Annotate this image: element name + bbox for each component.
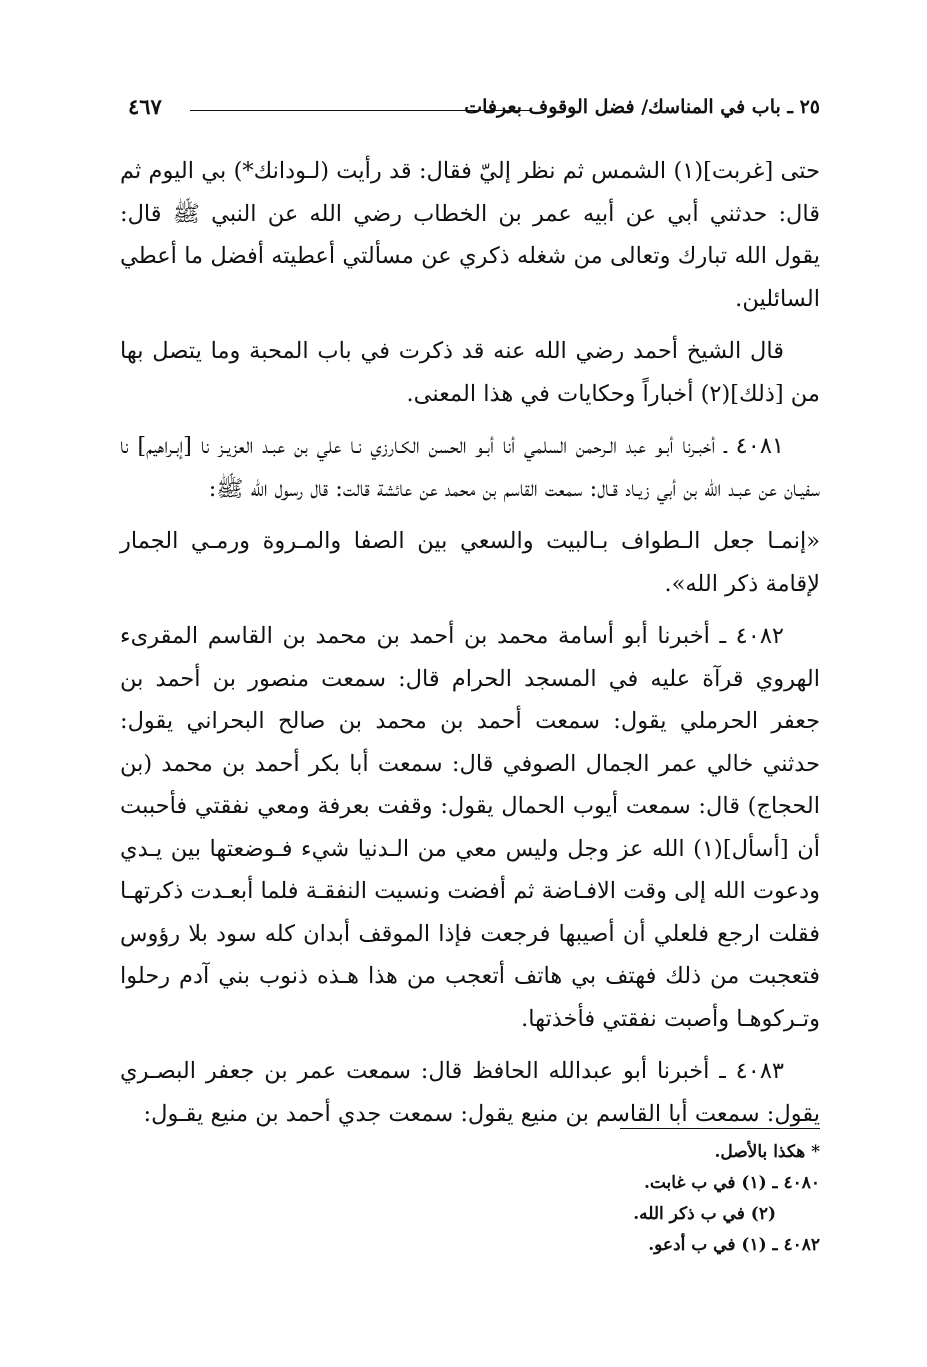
footnote-rule	[620, 1128, 820, 1129]
hadith-4083: ٤٠٨٣ ـ أخبرنا أبو عبدالله الحافظ قال: سمعت عمر بن جعفر البصـري يقول: سمعت أبا القاسم بن منيع يقول: سمعت جدي أحمد بن منيع يقـول:	[120, 1058, 820, 1127]
hadith-quote: «إنمـا جعل الـطواف بـالبيت والسعي بين الصفا والمـروة ورمـي الجمار لإقامة ذكر الله».	[120, 528, 820, 597]
footnote: ٤٠٨٠ ـ (١) في ب غابت.	[643, 1173, 820, 1193]
page-header	[128, 92, 820, 128]
footnote: ٤٠٨٢ ـ (١) في ب أدعو.	[648, 1235, 820, 1255]
footnote: * هكذا بالأصل.	[714, 1142, 820, 1162]
hadith-4082: ٤٠٨٢ ـ أخبرنا أبو أسامة محمد بن أحمد بن محمد بن القاسم المقرىء الهروي قرآة عليه في المسجد الحرام قال: سمعت منصور بن أحمد بن جعفر الحرملي يقول: سمعت أحمد بن محمد بن صالح البحراني يقول: حدثني خالي عمر الجمال الصوفي قال: سمعت أبا بكر أحمد بن محمد (بن الحجاج) قال: سمعت أيوب الحمال يقول: وقفت بعرفة ومعي نفقتي فأحببت أن [أسأل](١) الله عز وجل وليس معي من الـدنيا شيء فـوضعتها بين يـدي ودعوت الله إلى وقت الافـاضة ثم أفضت ونسيت النفقـة فلما أبعـدت ذكرتهـا فقلت ارجع فلعلي أن أصيبها فرجعت فإذا الموقف أبدان كله سود بلا رؤوس فتعجبت من ذلك فهتف بي هاتف أتعجب من هذا هـذه ذنوب بني آدم رحلوا وتـركوهـا وأصبت نفقتي فأخذتها.	[120, 623, 820, 1032]
footnotes	[420, 1128, 820, 1261]
page-number: ٤٦٧	[128, 94, 162, 119]
hadith-4081: ٤٠٨١ ـ أخبـرنا أبـو عبد الـرحمن السلمي أنا أبـو الحسن الكـارزي نـا علي بن عبـد العزيـز نا [إبـراهيم] نا سفيـان عن عبـد الله بن أبي زيـاد قـال: سمعت القاسم بن محمد عن عائشة قالت: قال رسول الله ﷺ:	[120, 433, 820, 502]
main-text	[120, 150, 820, 1145]
footnote: (٢) في ب ذكر الله.	[633, 1204, 776, 1224]
header-rule	[190, 110, 530, 111]
running-title: ٢٥ ـ باب في المناسك/ فضل الوقوف بعرفات	[464, 96, 820, 118]
paragraph: حتى [غربت](١) الشمس ثم نظر إليّ فقال: قد رأيت (لـودانك*) بي اليوم ثم قال: حدثني أبي عن أبيه عمر بن الخطاب رضي الله عن النبي ﷺ قال: يقول الله تبارك وتعالى من شغله ذكري عن مسألتي أعطيته أفضل ما أعطي السائلين.	[120, 158, 820, 312]
paragraph: قال الشيخ أحمد رضي الله عنه قد ذكرت في باب المحبة وما يتصل بها من [ذلك](٢) أخباراً وحكايات في هذا المعنى.	[120, 338, 820, 407]
